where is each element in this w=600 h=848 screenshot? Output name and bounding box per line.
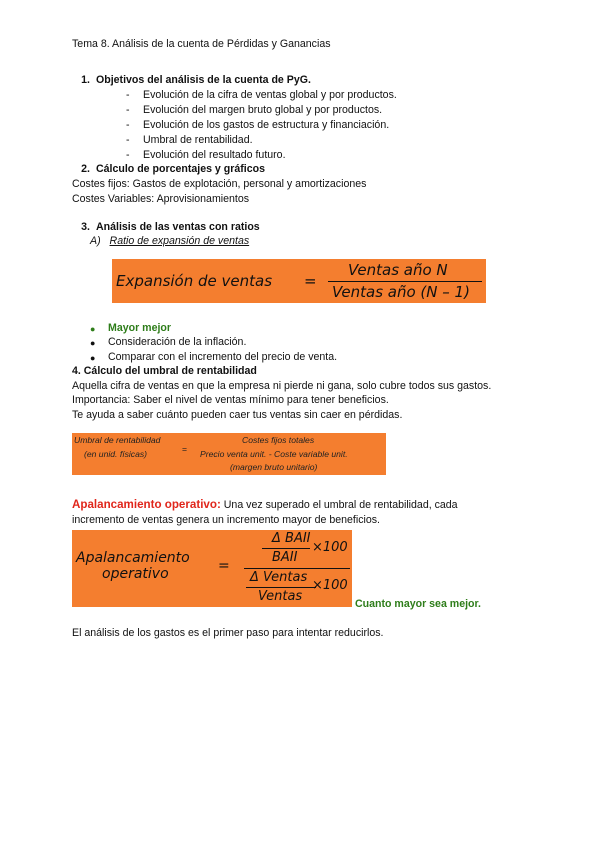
formula-left-line1: Apalancamiento bbox=[76, 550, 190, 566]
section-4-help: Te ayuda a saber cuánto pueden caer tus ventas sin caer en pérdidas. bbox=[72, 409, 403, 421]
fixed-costs-line: Costes fijos: Gastos de explotación, personal y amortizaciones bbox=[72, 178, 367, 190]
page-header: Tema 8. Análisis de la cuenta de Pérdidas y Ganancias bbox=[72, 38, 331, 50]
fraction-bar bbox=[328, 281, 482, 282]
leverage-paragraph-line1 bbox=[72, 498, 458, 511]
bottom-fraction-bar bbox=[246, 587, 316, 588]
bullet-dot: ● bbox=[90, 338, 96, 348]
section-1-heading bbox=[72, 74, 311, 86]
formula-left-line1: Umbral de rentabilidad bbox=[74, 435, 161, 445]
dash-bullet: - bbox=[126, 149, 130, 161]
bottom-denominator: Ventas bbox=[258, 589, 303, 604]
top-denominator: BAII bbox=[272, 550, 298, 565]
list-item: Evolución del resultado futuro. bbox=[143, 149, 286, 161]
leverage-paragraph-line2: incremento de ventas genera un incremento mayor de beneficios. bbox=[72, 514, 380, 526]
sales-expansion-formula bbox=[112, 259, 486, 303]
formula-denominator: Ventas año (N – 1) bbox=[332, 283, 470, 301]
formula-left: Expansión de ventas bbox=[116, 272, 273, 290]
section-3-heading bbox=[72, 221, 260, 233]
list-item: Umbral de rentabilidad. bbox=[143, 134, 253, 146]
section-3-number: 3. bbox=[81, 221, 90, 233]
leverage-text-1: Una vez superado el umbral de rentabilidad, cada bbox=[220, 499, 458, 511]
formula-left-line2: (en unid. físicas) bbox=[84, 449, 148, 459]
dash-bullet: - bbox=[126, 134, 130, 146]
bullet-dot: ● bbox=[90, 324, 96, 334]
section-1-title: Objetivos del análisis de la cuenta de PyG. bbox=[96, 74, 311, 86]
closing-sentence: El análisis de los gastos es el primer paso para intentar reducirlos. bbox=[72, 627, 384, 639]
dash-bullet: - bbox=[126, 119, 130, 131]
bullet-item: Comparar con el incremento del precio de venta. bbox=[108, 351, 338, 363]
dash-bullet: - bbox=[126, 104, 130, 116]
operating-leverage-formula bbox=[72, 530, 352, 607]
bullet-item: Consideración de la inflación. bbox=[108, 336, 247, 348]
formula-equals: = bbox=[182, 444, 188, 454]
formula-note: (margen bruto unitario) bbox=[230, 462, 318, 472]
subsection-title: Ratio de expansión de ventas bbox=[109, 235, 250, 247]
section-4-definition: Aquella cifra de ventas en que la empresa ni pierde ni gana, solo cubre todos sus gastos. bbox=[72, 380, 492, 392]
formula-left-line2: operativo bbox=[102, 566, 169, 582]
top-times-100: ×100 bbox=[312, 540, 348, 555]
bullet-item-green: Mayor mejor bbox=[108, 322, 171, 334]
list-item: Evolución de los gastos de estructura y financiación. bbox=[143, 119, 390, 131]
formula-equals: = bbox=[218, 558, 230, 574]
variable-costs-line: Costes Variables: Aprovisionamientos bbox=[72, 193, 250, 205]
section-2-number: 2. bbox=[81, 163, 90, 175]
bottom-times-100: ×100 bbox=[312, 578, 348, 593]
top-fraction-bar bbox=[262, 548, 310, 549]
formula-equals: = bbox=[304, 272, 317, 290]
section-4-importance: Importancia: Saber el nivel de ventas mínimo para tener beneficios. bbox=[72, 394, 389, 406]
main-fraction-bar bbox=[244, 568, 350, 569]
section-2-heading bbox=[72, 163, 265, 175]
leverage-title: Apalancamiento operativo: bbox=[72, 498, 221, 511]
bottom-numerator: Δ Ventas bbox=[250, 570, 308, 585]
section-4-heading: 4. Cálculo del umbral de rentabilidad bbox=[72, 365, 257, 377]
top-numerator: Δ BAII bbox=[272, 531, 311, 546]
formula-numerator: Costes fijos totales bbox=[242, 435, 315, 445]
bullet-dot: ● bbox=[90, 353, 96, 363]
formula-numerator: Ventas año N bbox=[348, 261, 448, 279]
subsection-a bbox=[90, 235, 249, 247]
section-2-title: Cálculo de porcentajes y gráficos bbox=[96, 163, 265, 175]
section-3-title: Análisis de las ventas con ratios bbox=[96, 221, 260, 233]
section-1-number: 1. bbox=[81, 74, 90, 86]
leverage-note: Cuanto mayor sea mejor. bbox=[355, 598, 481, 610]
break-even-formula bbox=[72, 433, 386, 475]
subsection-letter: A) bbox=[90, 235, 101, 247]
list-item: Evolución del margen bruto global y por productos. bbox=[143, 104, 383, 116]
formula-denominator: Precio venta unit. - Coste variable unit. bbox=[200, 449, 348, 459]
dash-bullet: - bbox=[126, 89, 130, 101]
list-item: Evolución de la cifra de ventas global y por productos. bbox=[143, 89, 397, 101]
